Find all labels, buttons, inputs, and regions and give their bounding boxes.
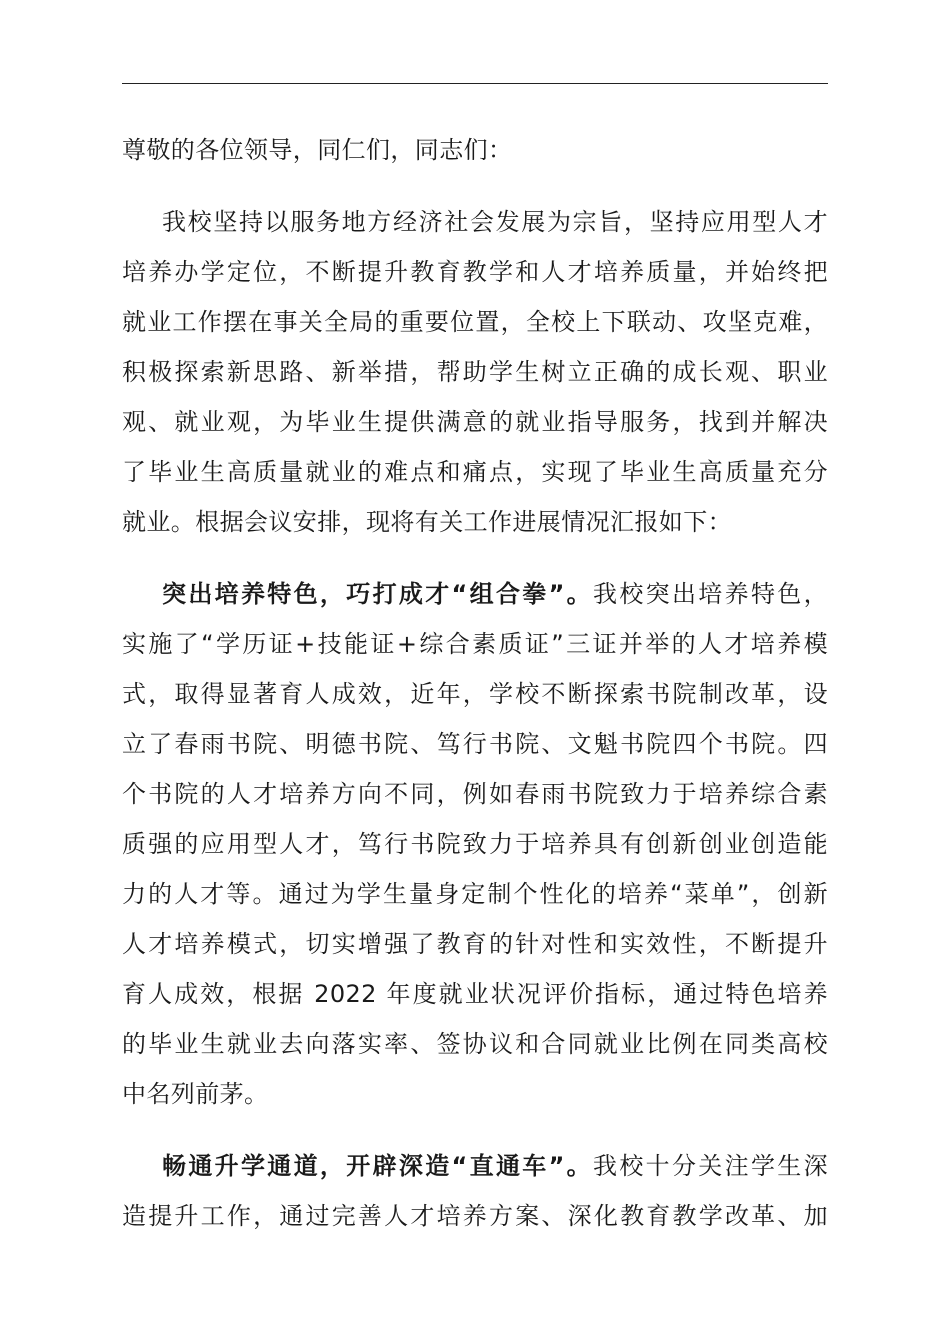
paragraph-line: 我校坚持以服务地方经济社会发展为宗旨，坚持应用型人才 <box>162 208 828 236</box>
section-heading: 突出培养特色，巧打成才“组合拳”。 <box>162 580 594 608</box>
section-heading: 畅通升学通道，开辟深造“直通车”。 <box>162 1152 594 1180</box>
paragraph-line: 育人成效，根据 2022 年度就业状况评价指标，通过特色培养 <box>122 980 828 1008</box>
paragraph-line: 的毕业生就业去向落实率、签协议和合同就业比例在同类高校 <box>122 1030 828 1058</box>
paragraph-further-study <box>122 1141 828 1241</box>
paragraph-line <box>122 569 828 619</box>
paragraph-training <box>122 569 828 1119</box>
paragraph-line: 人才培养模式，切实增强了教育的针对性和实效性，不断提升 <box>122 930 828 958</box>
paragraph-line: 立了春雨书院、明德书院、笃行书院、文魁书院四个书院。四 <box>122 730 828 758</box>
paragraph-line: 造提升工作，通过完善人才培养方案、深化教育教学改革、加 <box>122 1202 828 1230</box>
paragraph-line: 个书院的人才培养方向不同，例如春雨书院致力于培养综合素 <box>122 780 828 808</box>
paragraph-line: 式，取得显著育人成效，近年，学校不断探索书院制改革，设 <box>122 680 828 708</box>
paragraph-line <box>122 1141 828 1191</box>
paragraph-line: 观、就业观，为毕业生提供满意的就业指导服务，找到并解决 <box>122 408 828 436</box>
paragraph-line: 培养办学定位，不断提升教育教学和人才培养质量，并始终把 <box>122 258 828 286</box>
salutation: 尊敬的各位领导，同仁们，同志们： <box>122 136 513 164</box>
paragraph-line: 中名列前茅。 <box>122 1080 269 1108</box>
paragraph-line: 实施了“学历证+技能证+综合素质证”三证并举的人才培养模 <box>122 630 828 658</box>
heading-line-text: 我校突出培养特色， <box>593 580 828 608</box>
paragraph-intro <box>122 197 828 547</box>
paragraph-line: 积极探索新思路、新举措，帮助学生树立正确的成长观、职业 <box>122 358 828 386</box>
heading-line-text: 我校十分关注学生深 <box>593 1152 828 1180</box>
paragraph-line: 就业。根据会议安排，现将有关工作进展情况汇报如下： <box>122 508 732 536</box>
paragraph-line: 力的人才等。通过为学生量身定制个性化的培养“菜单”，创新 <box>122 880 828 908</box>
document-body <box>122 125 828 1263</box>
paragraph-line: 了毕业生高质量就业的难点和痛点，实现了毕业生高质量充分 <box>122 458 828 486</box>
paragraph-line: 质强的应用型人才，笃行书院致力于培养具有创新创业创造能 <box>122 830 828 858</box>
paragraph-line: 就业工作摆在事关全局的重要位置，全校上下联动、攻坚克难， <box>122 308 828 336</box>
header-rule <box>122 83 828 84</box>
